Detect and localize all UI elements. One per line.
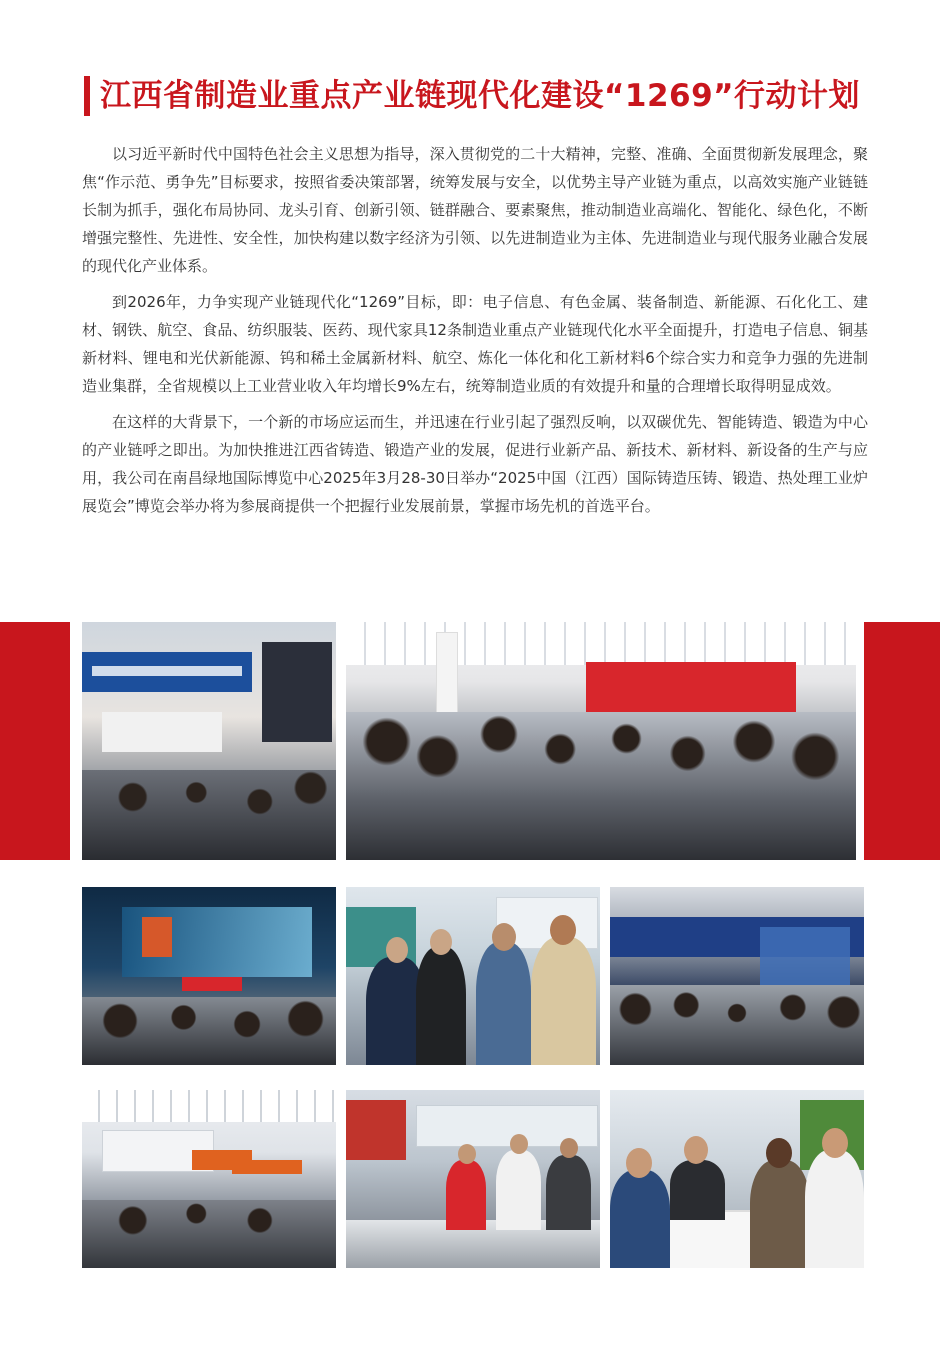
- entrance-crowd-photo: [346, 622, 856, 860]
- equipment-display-photo: [346, 1090, 600, 1268]
- expo-hall-booths-photo: [82, 622, 336, 860]
- page-title: 江西省制造业重点产业链现代化建设“1269”行动计划: [100, 78, 861, 114]
- left-red-band: [0, 622, 70, 860]
- paragraph-2: 到2026年，力争实现产业链现代化“1269”目标，即：电子信息、有色金属、装备制造、新能源、石化化工、建材、钢铁、航空、食品、纺织服装、医药、现代家具12条制造业重点产业链现代化水平全面提升，打造电子信息、铜基新材料、锂电和光伏新能源、钨和稀土金属新材料、航空、炼化一体化和化工新材料6个综合实力和竞争力强的先进制造业集群，全省规模以上工业营业收入年均增长9%左右，统筹制造业质的有效提升和量的合理增长取得明显成效。: [82, 293, 868, 395]
- body-text: [82, 140, 868, 528]
- visitors-with-phones-photo: [346, 887, 600, 1065]
- right-red-band: [864, 622, 940, 860]
- title-accent-bar: [84, 76, 90, 116]
- paragraph-3: 在这样的大背景下，一个新的市场应运而生，并迅速在行业引起了强烈反响，以双碳优先、智能铸造、锻造为中心的产业链呼之即出。为加快推进江西省铸造、锻造产业的发展，促进行业新产品、新技术、新材料、新设备的生产与应用，我公司在南昌绿地国际博览中心2025年3月28-30日举办“2025中国（江西）国际铸造压铸、锻造、热处理工业炉展览会”博览会举办将为参展商提供一个把握行业发展前景，掌握市场先机的首选平台。: [82, 413, 868, 515]
- raycus-booth-photo: [610, 887, 864, 1065]
- business-talk-photo: [610, 1090, 864, 1268]
- robot-arms-hall-photo: [82, 1090, 336, 1268]
- robot-booth-photo: [82, 887, 336, 1065]
- paragraph-1: 以习近平新时代中国特色社会主义思想为指导，深入贯彻党的二十大精神，完整、准确、全面贯彻新发展理念，聚焦“作示范、勇争先”目标要求，按照省委决策部署，统筹发展与安全，以优势主导产业链为重点，以高效实施产业链链长制为抓手，强化布局协同、龙头引育、创新引领、链群融合、要素聚焦，推动制造业高端化、智能化、绿色化，不断增强完整性、先进性、安全性，加快构建以数字经济为引领、以先进制造业为主体、先进制造业与现代服务业融合发展的现代化产业体系。: [82, 145, 868, 275]
